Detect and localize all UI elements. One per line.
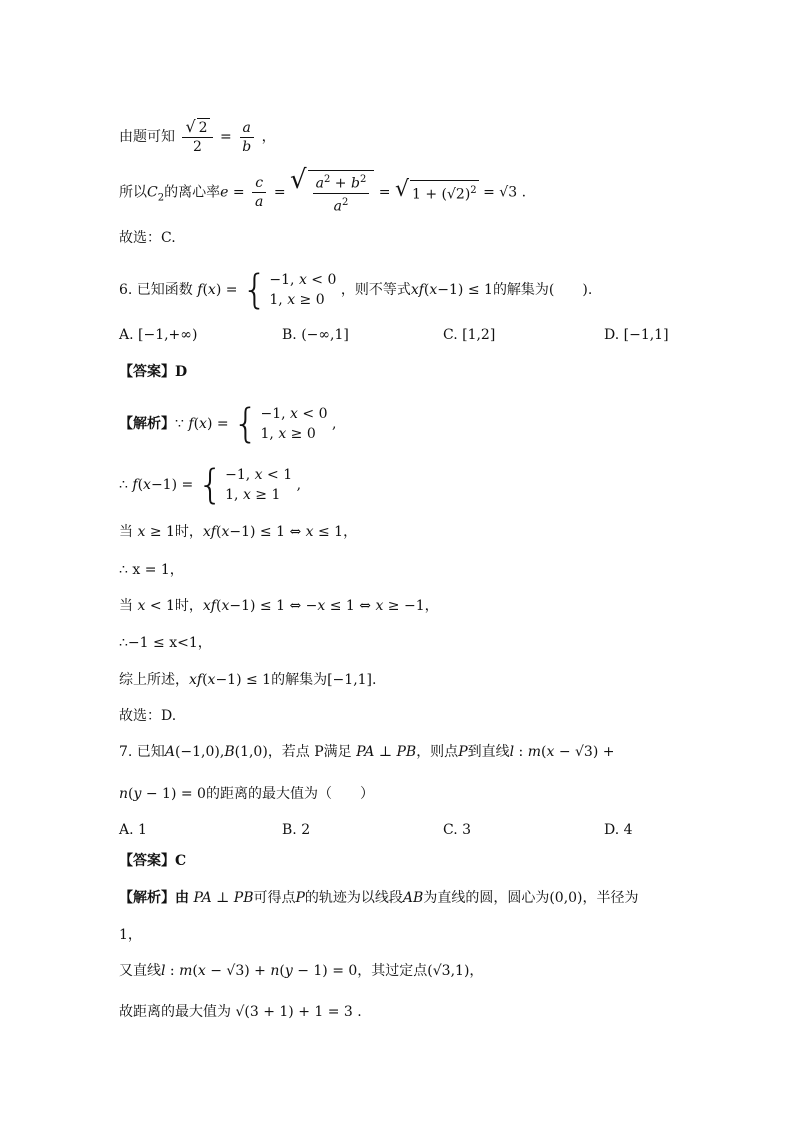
text: 的解集为( ). — [492, 282, 593, 298]
analysis-7-line-3: 又直线l : m(x − √3) + n(y − 1) = 0，其过定点(√3,1)， — [119, 963, 484, 979]
text: 的距离的最大值为（ ） — [205, 786, 374, 802]
fraction-a-over-b: $\frac{a}{b}$ — [239, 119, 254, 156]
text: 时， — [174, 524, 203, 540]
text: 为直线的圆，圆心为 — [423, 890, 550, 906]
analysis-7-line-2: 1， — [119, 927, 142, 943]
fraction-c-over-a: $\frac{c}{a}$ — [252, 174, 266, 211]
solution-line-1: 由题可知 √ 2 2 = $\frac{a}{b}$ ， — [119, 117, 276, 155]
text: 又直线 — [119, 963, 161, 979]
piecewise-brace: { −1, x < 0 1, x ≥ 0 — [241, 267, 337, 313]
text: 时， — [174, 598, 203, 614]
q7-option-b: B. 2 — [282, 822, 311, 838]
text: 到直线 — [467, 744, 510, 760]
analysis-6-line-1: 【解析】∵ f(x) = { −1, x < 0 1, x ≥ 0 , — [119, 401, 337, 447]
text: 当 — [119, 598, 133, 614]
analysis-6-line-2: ∴ f(x−1) = { −1, x < 1 1, x ≥ 1 , — [119, 462, 302, 508]
text: ，若点 P满足 — [267, 744, 352, 760]
question-7-line-2: n(y − 1) = 0的距离的最大值为（ ） — [119, 786, 374, 802]
text: ，半径为 — [582, 890, 639, 906]
text: 7. 已知 — [119, 744, 165, 760]
analysis-6-line-3: 当 x ≥ 1时，xf(x−1) ≤ 1 ⇔ x ≤ 1， — [119, 524, 358, 540]
text: x = 1， — [132, 562, 184, 578]
select-c: 故选：C. — [119, 230, 176, 246]
sqrt-expression: √ $\frac{a^2 + b^2}{a^2}$ — [290, 170, 374, 215]
q6-option-a: A. [−1,+∞) — [119, 327, 198, 343]
analysis-6-line-4 — [119, 560, 184, 580]
q6-option-b: B. (−∞,1] — [282, 327, 349, 343]
text: 由题可知 — [119, 129, 175, 145]
text: [−1,1]. — [327, 672, 377, 688]
text: 6. 已知函数 — [119, 282, 193, 298]
solution-line-2: 所以$C_2$的离心率e = $\frac{c}{a}$ = √ $\frac{a^2 + b^2}{a^2}$ = √ $1 + (√2)^2$ = √3 . — [119, 165, 527, 215]
text: 可得点 — [253, 890, 296, 906]
text: ∴ — [119, 477, 128, 493]
q7-option-c: C. 3 — [443, 822, 472, 838]
text: 的轨迹为以线段 — [304, 890, 403, 906]
text: ∴ — [119, 635, 128, 651]
text: −1 ≤ x<1， — [127, 635, 212, 651]
text: 的离心率 — [164, 184, 221, 201]
text: ，则点 — [416, 744, 459, 760]
text: 综上所述， — [119, 672, 189, 688]
text: 当 — [119, 524, 133, 540]
text: ，则不等式 — [340, 282, 411, 298]
text: 所以 — [119, 184, 147, 201]
text: ∵ — [175, 416, 184, 432]
q7-option-d: D. 4 — [604, 822, 633, 838]
analysis-6-line-5: 当 x < 1时，xf(x−1) ≤ 1 ⇔ −x ≤ 1 ⇔ x ≥ −1， — [119, 598, 439, 614]
q6-option-c: C. [1,2] — [443, 327, 496, 343]
q6-option-d: D. [−1,1] — [604, 327, 669, 343]
question-7-line-1: 7. 已知A(−1,0),B(1,0)，若点 P满足 PA ⊥ PB，则点P到直线l : m(x − √3) + — [119, 744, 615, 760]
text: ，其过定点 — [357, 963, 428, 979]
text: 故距离的最大值为 — [119, 1004, 231, 1020]
q7-option-a: A. 1 — [119, 822, 147, 838]
select-d: 故选：D. — [119, 708, 177, 724]
question-6: 6. 已知函数 f(x) = { −1, x < 0 1, x ≥ 0 ，则不等式xf(x−1) ≤ 1的解集为( ). — [119, 267, 593, 313]
text: ， — [261, 129, 276, 145]
answer-6: 【答案】D — [119, 364, 188, 380]
analysis-7-line-1: 【解析】由 PA ⊥ PB可得点P的轨迹为以线段AB为直线的圆，圆心为(0,0)，半径为 — [119, 890, 639, 906]
analysis-6-line-6 — [119, 633, 212, 653]
fraction-sqrt2-over-2: √ 2 2 — [182, 118, 212, 156]
text: 的解集为 — [271, 672, 328, 688]
text: 【解析】由 — [119, 890, 189, 906]
text: 【解析】 — [119, 416, 175, 432]
analysis-7-line-4: 故距离的最大值为 √(3 + 1) + 1 = 3 . — [119, 1004, 362, 1020]
text: ∴ — [119, 562, 128, 578]
answer-7: 【答案】C — [119, 853, 187, 869]
sqrt-expression-2: √ $1 + (√2)^2$ — [394, 177, 477, 203]
analysis-6-line-7: 综上所述，xf(x−1) ≤ 1的解集为[−1,1]. — [119, 672, 377, 688]
